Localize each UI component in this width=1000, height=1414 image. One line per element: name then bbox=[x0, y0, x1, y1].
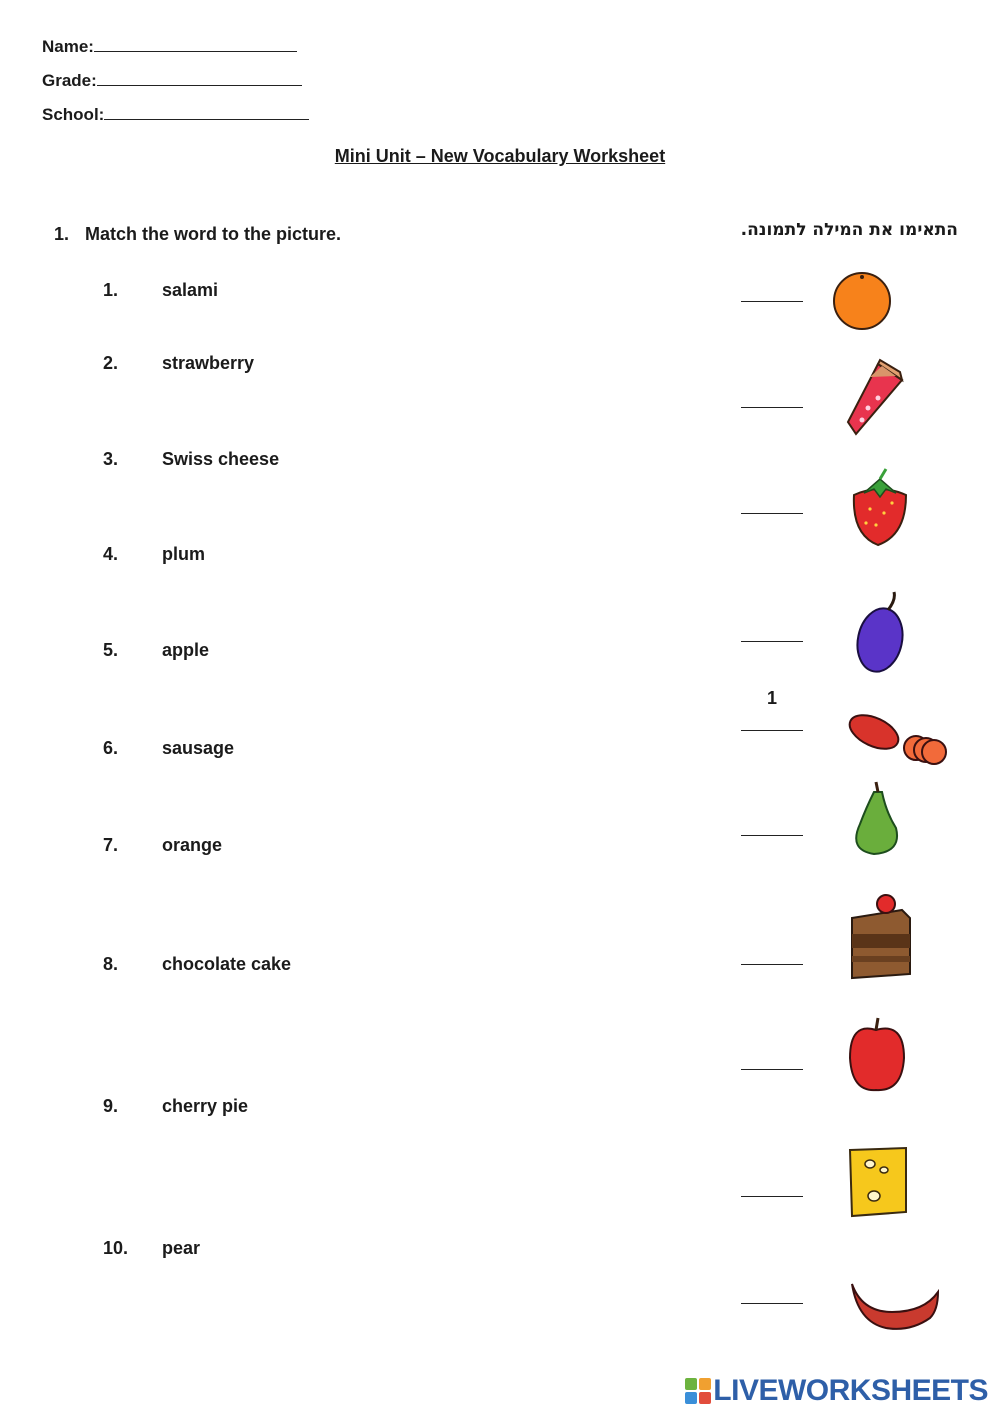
question-number: 1. bbox=[54, 224, 70, 244]
strawberry-icon bbox=[830, 465, 950, 555]
answer-blank[interactable] bbox=[741, 641, 803, 642]
school-label: School: bbox=[42, 105, 105, 124]
grade-field bbox=[42, 70, 302, 91]
answer-blank[interactable] bbox=[741, 301, 803, 302]
answer-blank[interactable] bbox=[741, 835, 803, 836]
question-hebrew: התאימו את המילה לתמונה. bbox=[740, 220, 958, 240]
question-text: Match the word to the picture. bbox=[85, 224, 342, 244]
answer-blank[interactable] bbox=[741, 730, 803, 731]
worksheet-title: Mini Unit – New Vocabulary Worksheet bbox=[334, 146, 666, 166]
cherry-pie-icon bbox=[830, 352, 950, 442]
liveworksheets-logo-icon bbox=[685, 1378, 711, 1404]
word-number: 1. bbox=[103, 280, 119, 300]
word-apple: apple bbox=[162, 640, 210, 660]
answer-blank[interactable] bbox=[741, 1196, 803, 1197]
sausage-icon bbox=[830, 1262, 950, 1352]
apple-icon bbox=[830, 1012, 950, 1102]
word-cherry-pie: cherry pie bbox=[162, 1096, 249, 1116]
word-number: 8. bbox=[103, 954, 119, 974]
word-number: 4. bbox=[103, 544, 119, 564]
word-number: 5. bbox=[103, 640, 119, 660]
word-number: 2. bbox=[103, 353, 119, 373]
grade-label: Grade: bbox=[42, 71, 97, 90]
answer-value: 1 bbox=[766, 688, 777, 708]
word-number: 10. bbox=[103, 1238, 129, 1258]
pear-icon bbox=[830, 778, 950, 868]
grade-input-line[interactable] bbox=[97, 70, 302, 86]
word-pear: pear bbox=[162, 1238, 201, 1258]
word-sausage: sausage bbox=[162, 738, 235, 758]
word-number: 9. bbox=[103, 1096, 119, 1116]
answer-blank[interactable] bbox=[741, 513, 803, 514]
liveworksheets-logo bbox=[685, 1374, 988, 1408]
word-number: 6. bbox=[103, 738, 119, 758]
answer-blank[interactable] bbox=[741, 1069, 803, 1070]
word-salami: salami bbox=[162, 280, 219, 300]
plum-icon bbox=[830, 590, 950, 680]
word-number: 3. bbox=[103, 449, 119, 469]
word-orange: orange bbox=[162, 835, 223, 855]
name-label: Name: bbox=[42, 37, 94, 56]
answer-blank[interactable] bbox=[741, 407, 803, 408]
answer-blank[interactable] bbox=[741, 964, 803, 965]
word-plum: plum bbox=[162, 544, 205, 564]
name-field bbox=[42, 36, 297, 57]
orange-icon bbox=[830, 255, 950, 345]
word-swiss-cheese: Swiss cheese bbox=[162, 449, 280, 469]
salami-icon bbox=[830, 700, 950, 790]
chocolate-cake-icon bbox=[830, 890, 950, 980]
word-number: 7. bbox=[103, 835, 119, 855]
word-strawberry: strawberry bbox=[162, 353, 255, 373]
name-input-line[interactable] bbox=[94, 36, 297, 52]
school-field bbox=[42, 104, 309, 125]
answer-blank[interactable] bbox=[741, 1303, 803, 1304]
word-chocolate-cake: chocolate cake bbox=[162, 954, 292, 974]
school-input-line[interactable] bbox=[104, 104, 309, 120]
swiss-cheese-icon bbox=[830, 1138, 950, 1228]
liveworksheets-logo-text: LIVEWORKSHEETS bbox=[713, 1374, 988, 1407]
